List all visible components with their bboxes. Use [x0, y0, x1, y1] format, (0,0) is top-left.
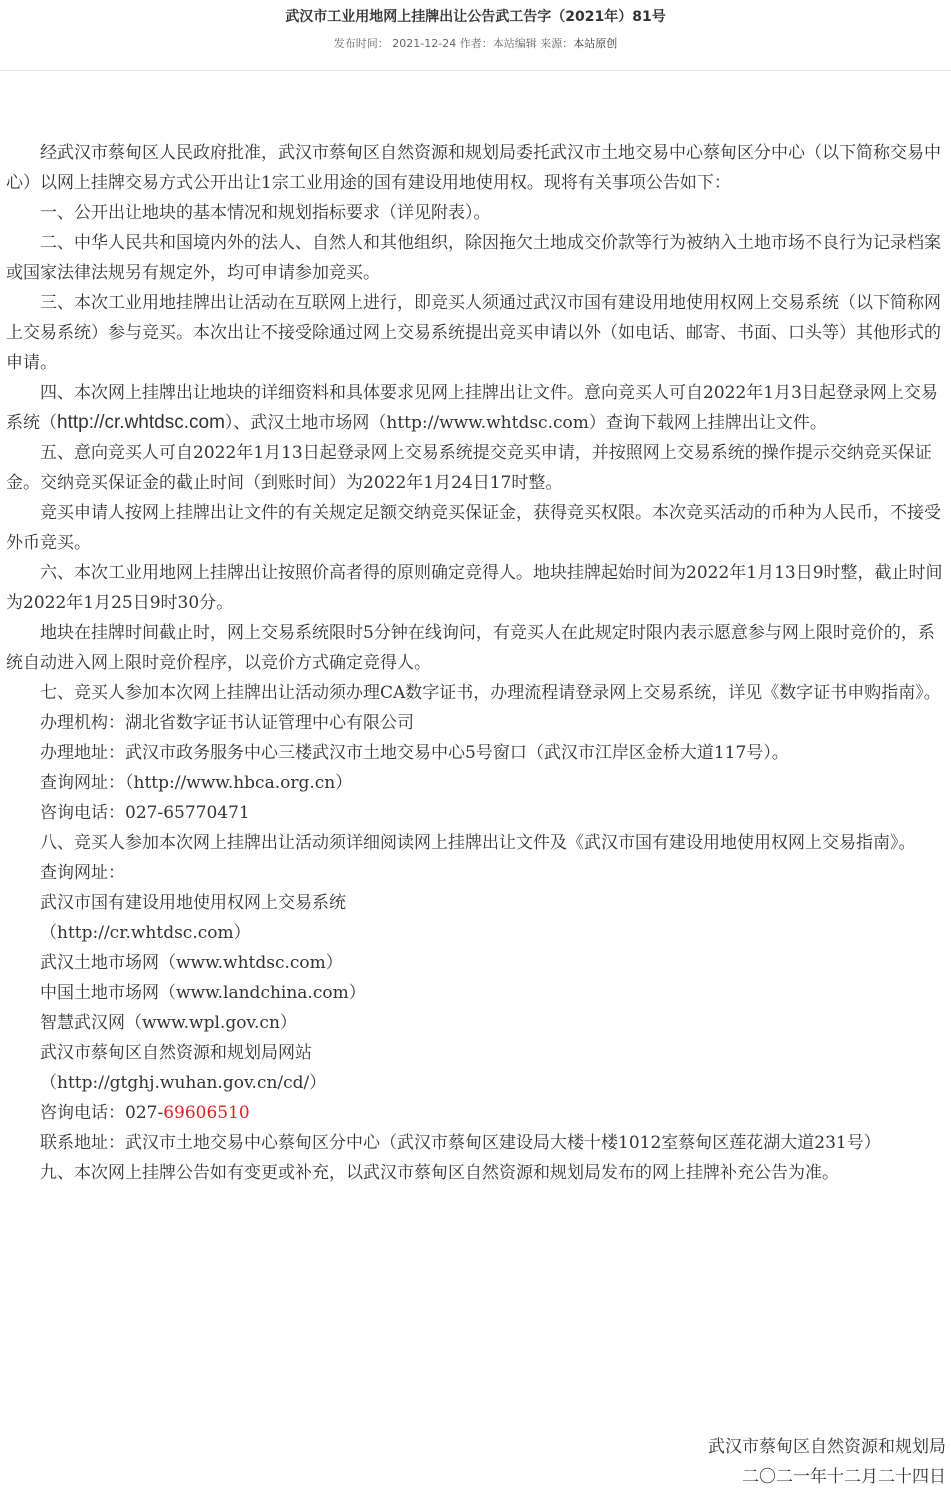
paragraph-item-6: 六、本次工业用地网上挂牌出让按照价高者得的原则确定竞得人。地块挂牌起始时间为2022年1月13日9时整，截止时间为2022年1月25日9时30分。: [6, 563, 943, 613]
paragraph-online-bidding: 地块在挂牌时间截止时，网上交易系统限时5分钟在线询问，有竞买人在此规定时限内表示愿意参与网上限时竞价的，系统自动进入网上限时竞价程序，以竞价方式确定竞得人。: [6, 623, 935, 673]
author-label: 作者：: [459, 37, 493, 50]
article-title: 武汉市工业用地网上挂牌出让公告武工告字（2021年）81号: [285, 9, 666, 25]
site-trading-system: 武汉市国有建设用地使用权网上交易系统: [40, 893, 346, 913]
trading-system-link[interactable]: http://cr.whtdsc.com: [57, 412, 225, 433]
paragraph-item-4-end: ）、武汉土地市场网（http://www.whtdsc.com）查询下载网上挂牌出让文件。: [224, 413, 827, 433]
ca-phone: 咨询电话：027-65770471: [40, 803, 250, 823]
paragraph-item-4-start: 四、本次网上挂牌出让地块的详细资料和具体要求见网上挂牌出让文件。意向竞买人可自2022年1月3日起登录网上交易系统（: [6, 383, 938, 433]
ca-address: 办理地址：武汉市政务服务中心三楼武汉市土地交易中心5号窗口（武汉市江岸区金桥大道117号）。: [40, 743, 789, 763]
site-trading-system-url[interactable]: （http://cr.whtdsc.com）: [40, 923, 251, 943]
contact-phone-number: 69606510: [163, 1103, 250, 1123]
site-china-land-market[interactable]: 中国土地市场网（www.landchina.com）: [40, 983, 366, 1003]
query-sites-label: 查询网址：: [40, 863, 125, 883]
author: 本站编辑: [492, 37, 537, 50]
publish-date: 2021-12-24: [392, 37, 457, 50]
contact-phone-prefix: 咨询电话：027-: [40, 1103, 164, 1123]
ca-agency: 办理机构：湖北省数字证书认证管理中心有限公司: [40, 713, 414, 733]
contact-phone: [6, 1098, 946, 1128]
publish-label: 发布时间：: [333, 37, 389, 50]
article-body: [6, 138, 946, 1188]
article-meta: [0, 35, 951, 51]
paragraph-item-5: 五、意向竞买人可自2022年1月13日起登录网上交易系统提交竞买申请，并按照网上交易系统的操作提示交纳竞买保证金。交纳竞买保证金的截止时间（到账时间）为2022年1月24日17时整。: [6, 443, 932, 493]
paragraph-deposit: 竞买申请人按网上挂牌出让文件的有关规定足额交纳竞买保证金，获得竞买权限。本次竞买活动的币种为人民币，不接受外币竞买。: [6, 503, 941, 553]
paragraph-item-7: 七、竞买人参加本次网上挂牌出让活动须办理CA数字证书，办理流程请登录网上交易系统，详见《数字证书申购指南》。: [40, 683, 941, 703]
source: 本站原创: [573, 37, 618, 50]
site-caidian-bureau: 武汉市蔡甸区自然资源和规划局网站: [40, 1043, 312, 1063]
paragraph-item-1: 一、公开出让地块的基本情况和规划指标要求（详见附表）。: [40, 203, 491, 223]
paragraph-intro: 经武汉市蔡甸区人民政府批准，武汉市蔡甸区自然资源和规划局委托武汉市土地交易中心蔡甸区分中心（以下简称交易中心）以网上挂牌交易方式公开出让1宗工业用途的国有建设用地使用权。现将有关事项公告如下：: [6, 143, 941, 193]
signature-org: 武汉市蔡甸区自然资源和规划局: [708, 1437, 946, 1457]
paragraph-item-8: 八、竞买人参加本次网上挂牌出让活动须详细阅读网上挂牌出让文件及《武汉市国有建设用地使用权网上交易指南》。: [40, 833, 916, 853]
contact-address: 联系地址：武汉市土地交易中心蔡甸区分中心（武汉市蔡甸区建设局大楼十楼1012室蔡甸区莲花湖大道231号）: [40, 1133, 881, 1153]
signature-date: 二〇二一年十二月二十四日: [742, 1467, 946, 1487]
article-header: [0, 0, 951, 71]
site-smart-wuhan[interactable]: 智慧武汉网（www.wpl.gov.cn）: [40, 1013, 297, 1033]
paragraph-item-3: 三、本次工业用地挂牌出让活动在互联网上进行，即竞买人须通过武汉市国有建设用地使用权网上交易系统（以下简称网上交易系统）参与竞买。本次出让不接受除通过网上交易系统提出竞买申请以外（如电话、邮寄、书面、口头等）其他形式的申请。: [6, 293, 941, 373]
paragraph-item-2: 二、中华人民共和国境内外的法人、自然人和其他组织，除因拖欠土地成交价款等行为被纳入土地市场不良行为记录档案或国家法律法规另有规定外，均可申请参加竞买。: [6, 233, 941, 283]
paragraph-item-4: [6, 378, 946, 438]
ca-website: 查询网址：（http://www.hbca.org.cn）: [40, 773, 353, 793]
site-wuhan-land-market[interactable]: 武汉土地市场网（www.whtdsc.com）: [40, 953, 343, 973]
site-caidian-bureau-url[interactable]: （http://gtghj.wuhan.gov.cn/cd/）: [40, 1073, 327, 1093]
paragraph-item-9: 九、本次网上挂牌公告如有变更或补充，以武汉市蔡甸区自然资源和规划局发布的网上挂牌补充公告为准。: [40, 1163, 839, 1183]
source-label: 来源：: [540, 37, 574, 50]
